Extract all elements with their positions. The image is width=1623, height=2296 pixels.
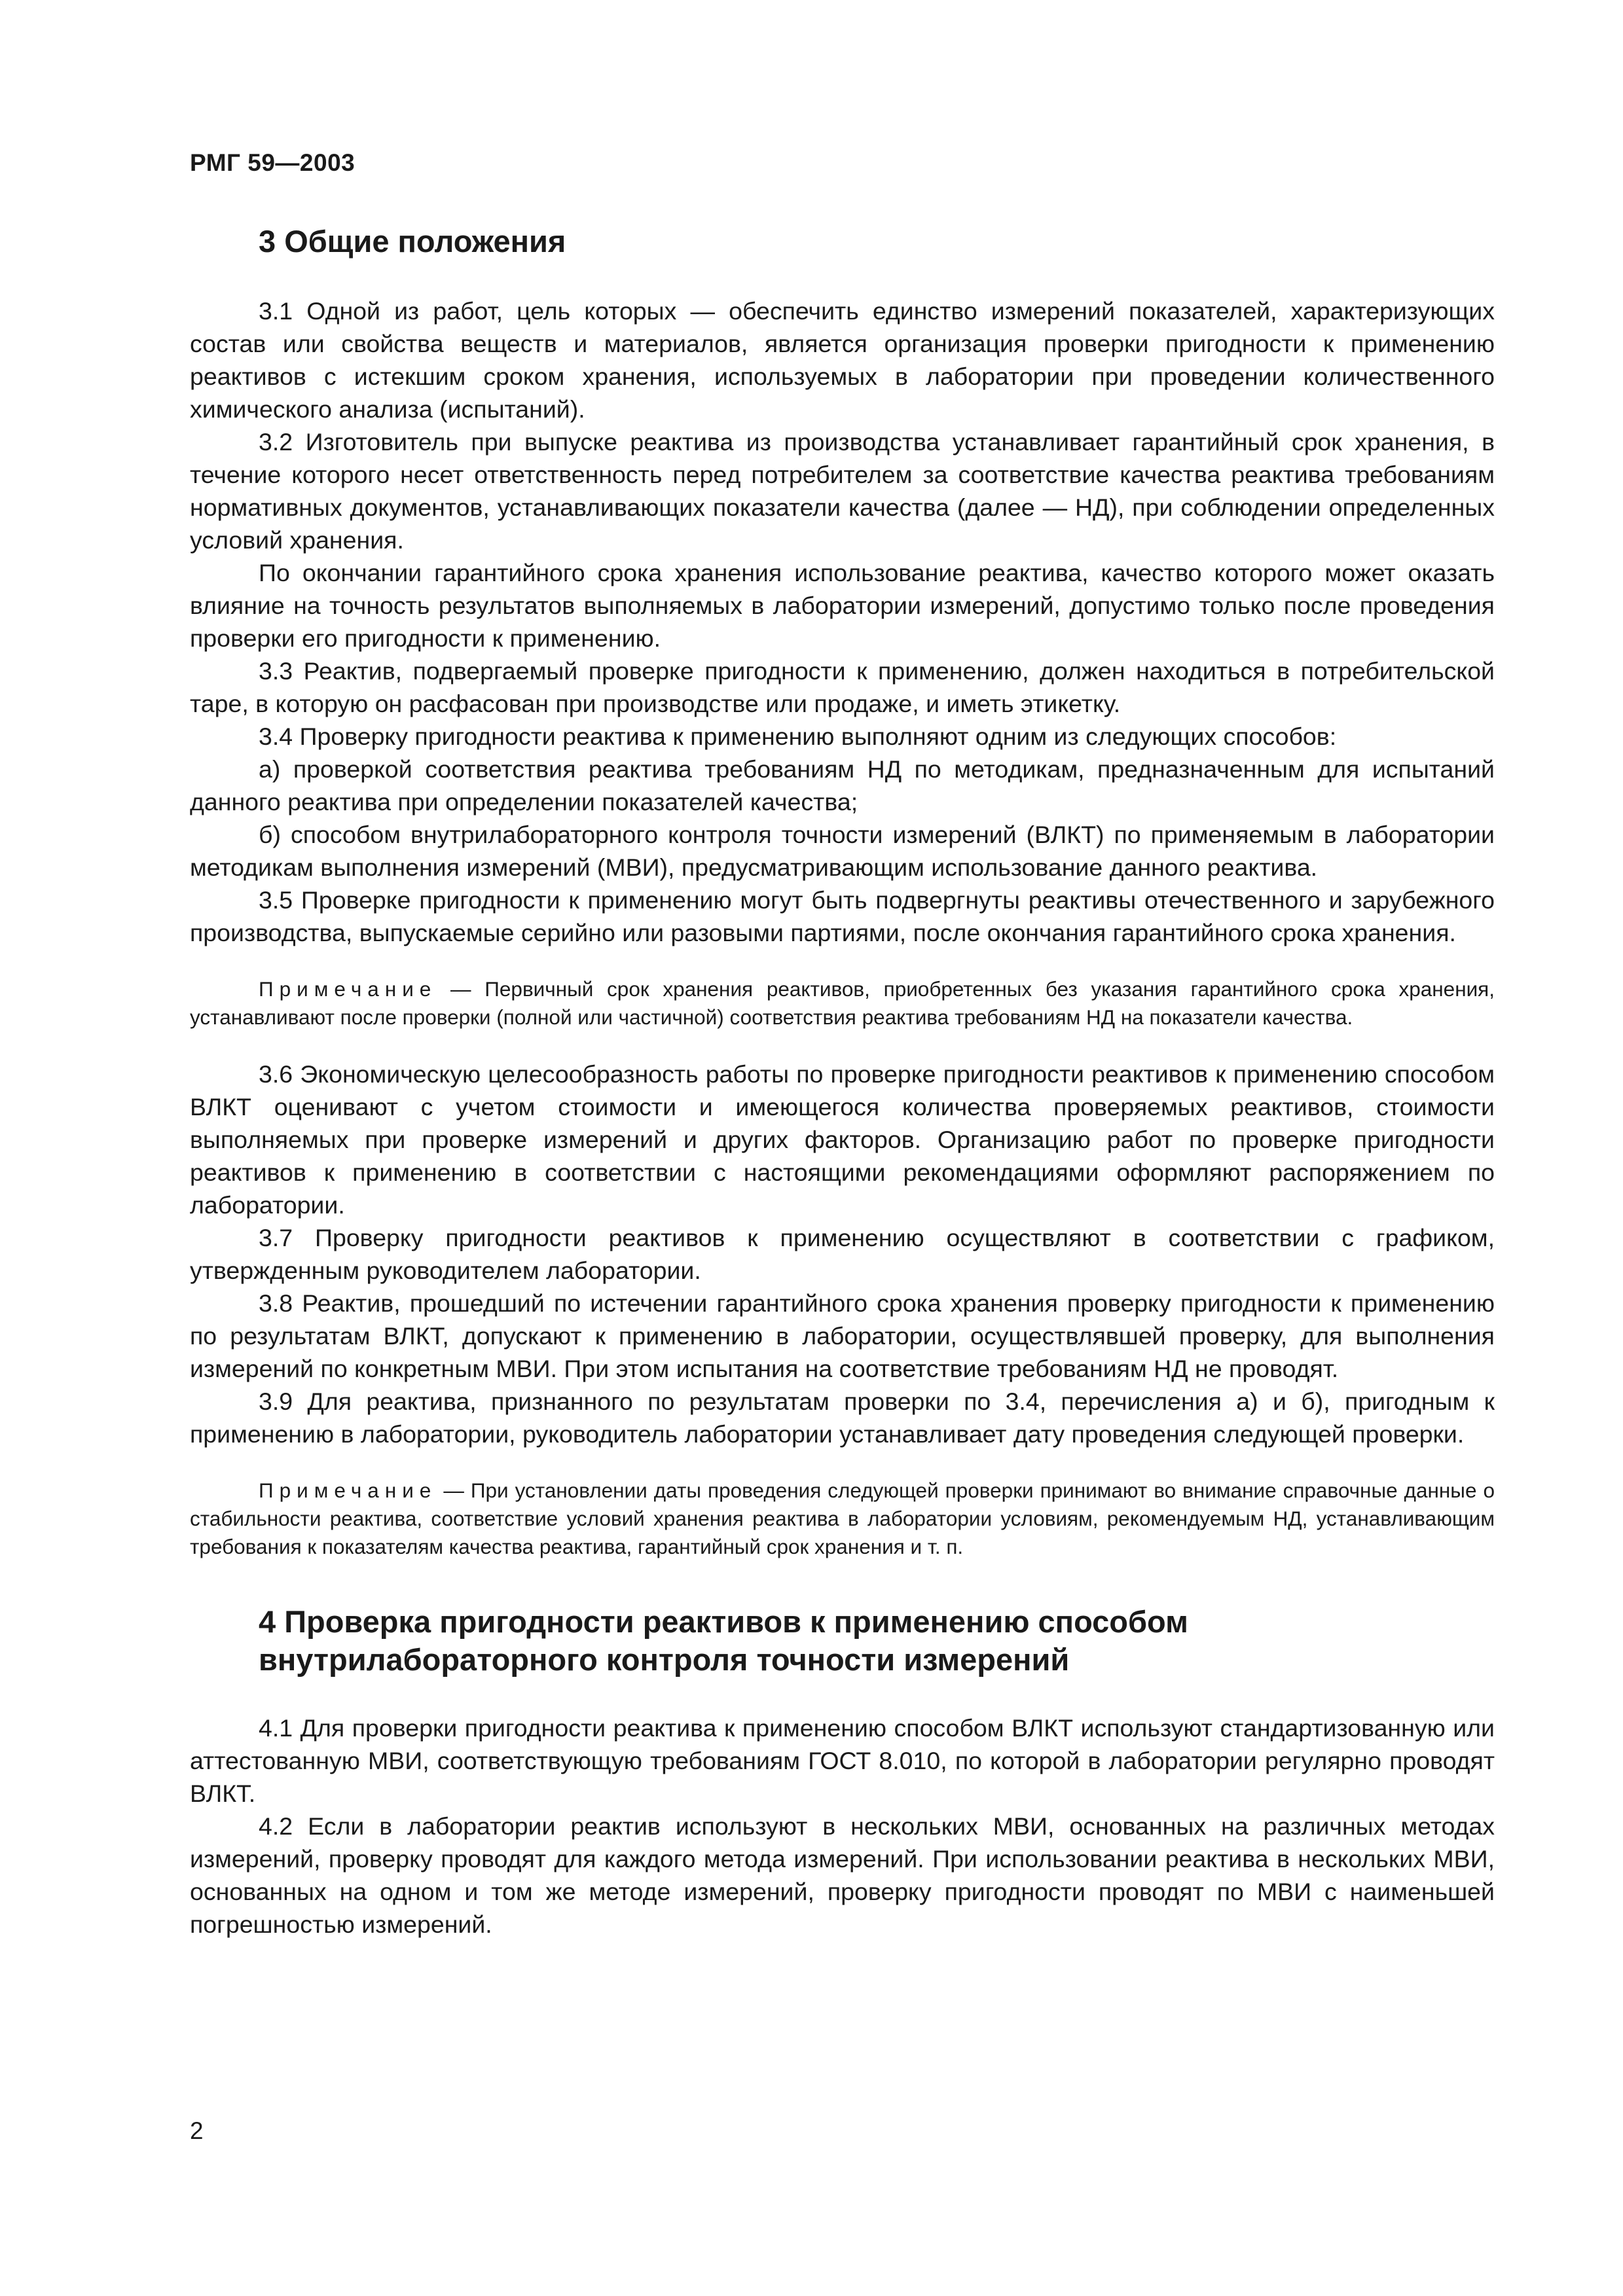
section-4-title (190, 1603, 1495, 1679)
page-number: 2 (190, 2117, 204, 2144)
document-code: РМГ 59—2003 (190, 149, 356, 176)
paragraph-3-8: 3.8 Реактив, прошедший по истечении гарантийного срока хранения проверку пригодности к применению по результатам ВЛКТ, допускают к применению в лаборатории, осуществлявшей проверку, для выполнения измерений по конкретным МВИ. При этом испытания на соответствие требованиям НД не проводят. (190, 1289, 1495, 1382)
section-3-title: 3 Общие положения (259, 224, 566, 259)
paragraph-4-2: 4.2 Если в лаборатории реактив используют в нескольких МВИ, основанных на различных методах измерений, проверку проводят для каждого метода измерений. При использовании реактива в нескольких МВИ, основанных на одном и том же методе измерений, проверку пригодности проводят по МВИ с наименьшей погрешностью измерений. (190, 1812, 1495, 1938)
paragraph-3-4: 3.4 Проверку пригодности реактива к применению выполняют одним из следующих способов: (259, 723, 1337, 750)
paragraph-3-2-continued: По окончании гарантийного срока хранения использование реактива, качество которого может оказать влияние на точность результатов выполняемых в лаборатории измерений, допустимо только после проведения проверки его пригодности к применению. (190, 559, 1495, 652)
paragraph-3-2: 3.2 Изготовитель при выпуске реактива из производства устанавливает гарантийный срок хранения, в течение которого несет ответственность перед потребителем за соответствие качества реактива требованиям нормативных документов, устанавливающих показатели качества (далее — НД), при соблюдении определенных условий хранения. (190, 428, 1495, 554)
paragraph-3-1: 3.1 Одной из работ, цель которых — обеспечить единство измерений показателей, характеризующих состав или свойства веществ и материалов, является организация проверки пригодности к применению реактивов с истекшим сроком хранения, используемых в лаборатории при проведении количественного химического анализа (испытаний). (190, 297, 1495, 423)
page-content (190, 223, 1495, 1941)
paragraph-3-4-item-b: б) способом внутрилабораторного контроля точности измерений (ВЛКТ) по применяемым в лаборатории методикам выполнения измерений (МВИ), предусматривающим использование данного реактива. (190, 821, 1495, 881)
paragraph-3-9: 3.9 Для реактива, признанного по результатам проверки по 3.4, перечисления а) и б), пригодным к применению в лаборатории, руководитель лаборатории устанавливает дату проведения следующей проверки. (190, 1388, 1495, 1448)
paragraph-3-7: 3.7 Проверку пригодности реактивов к применению осуществляют в соответствии с графиком, утвержденным руководителем лаборатории. (190, 1224, 1495, 1284)
note-2 (190, 1477, 1495, 1561)
note-1-label: Примечание (259, 977, 437, 1001)
paragraph-3-5: 3.5 Проверке пригодности к применению могут быть подвергнуты реактивы отечественного и зарубежного производства, выпускаемые серийно или разовыми партиями, после окончания гарантийного срока хранения. (190, 886, 1495, 946)
note-2-text: — При установлении даты проведения следующей проверки принимают во внимание справочные данные о стабильности реактива, соответствие условий хранения реактива в лаборатории условиям, рекомендуемым НД, устанавливающим требования к показателям качества реактива, гарантийный срок хранения и т. п. (190, 1479, 1495, 1558)
paragraph-3-4-item-a: а) проверкой соответствия реактива требованиям НД по методикам, предназначенным для испытаний данного реактива при определении показателей качества; (190, 755, 1495, 816)
note-1-text: — Первичный срок хранения реактивов, приобретенных без указания гарантийного срока хранения, устанавливают после проверки (полной или частичной) соответствия реактива требованиям НД на показатели качества. (190, 977, 1495, 1029)
note-2-label: Примечание (259, 1479, 437, 1502)
paragraph-4-1: 4.1 Для проверки пригодности реактива к применению способом ВЛКТ используют стандартизованную или аттестованную МВИ, соответствующую требованиям ГОСТ 8.010, по которой в лаборатории регулярно проводят ВЛКТ. (190, 1714, 1495, 1807)
note-1 (190, 975, 1495, 1031)
paragraph-3-6: 3.6 Экономическую целесообразность работы по проверке пригодности реактивов к применению способом ВЛКТ оценивают с учетом стоимости и имеющегося количества проверяемых реактивов, стоимости выполняемых при проверке измерений и других факторов. Организацию работ по проверке пригодности реактивов к применению в соответствии с настоящими рекомендациями оформляют распоряжением по лаборатории. (190, 1060, 1495, 1219)
paragraph-3-3: 3.3 Реактив, подвергаемый проверке пригодности к применению, должен находиться в потребительской таре, в которую он расфасован при производстве или продаже, и иметь этикетку. (190, 657, 1495, 717)
section-4-title-line-1: 4 Проверка пригодности реактивов к применению способом (259, 1604, 1188, 1639)
section-4-title-line-2: внутрилабораторного контроля точности измерений (259, 1642, 1070, 1677)
